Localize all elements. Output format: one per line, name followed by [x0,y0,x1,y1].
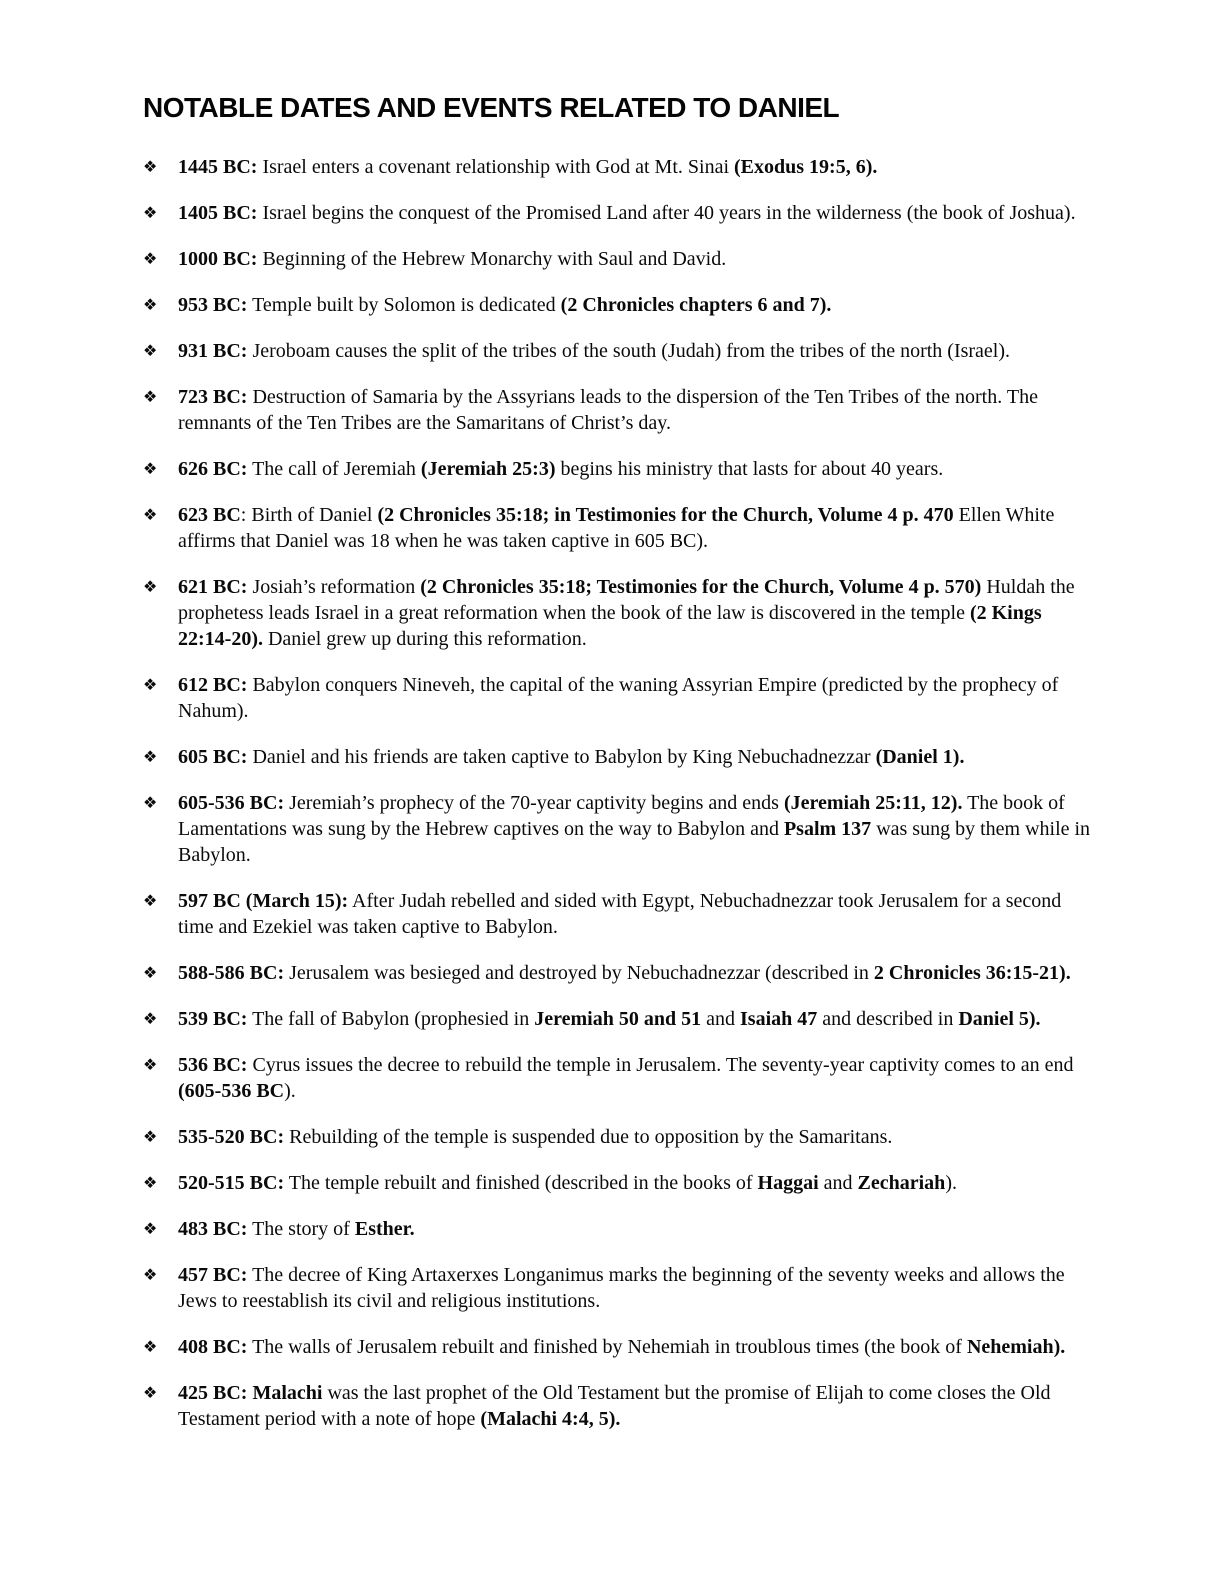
list-item [143,790,1093,868]
page-title: NOTABLE DATES AND EVENTS RELATED TO DANIEL [143,92,840,123]
diamond-bullet-icon: ❖ [143,793,158,812]
list-item [143,200,1093,226]
diamond-bullet-icon: ❖ [143,249,158,268]
list-item [143,246,1093,272]
diamond-bullet-icon: ❖ [143,963,158,982]
event-list [143,154,1093,1432]
diamond-bullet-icon: ❖ [143,459,158,478]
diamond-bullet-icon: ❖ [143,1219,158,1238]
list-item [143,456,1093,482]
list-item [143,292,1093,318]
list-item [143,1006,1093,1032]
diamond-bullet-icon: ❖ [143,157,158,176]
event-text: 1445 BC: Israel enters a covenant relationship with God at Mt. Sinai (Exodus 19:5, 6). [178,156,878,178]
diamond-bullet-icon: ❖ [143,577,158,596]
diamond-bullet-icon: ❖ [143,1337,158,1356]
diamond-bullet-icon: ❖ [143,891,158,910]
event-text: 588-586 BC: Jerusalem was besieged and destroyed by Nebuchadnezzar (described in 2 Chronicles 36:15-21). [178,962,1071,984]
event-text: 626 BC: The call of Jeremiah (Jeremiah 25:3) begins his ministry that lasts for about 40 years. [178,458,944,480]
event-text: 1000 BC: Beginning of the Hebrew Monarchy with Saul and David. [178,248,727,270]
diamond-bullet-icon: ❖ [143,295,158,314]
diamond-bullet-icon: ❖ [143,387,158,406]
list-item [143,574,1093,652]
event-text: 536 BC: Cyrus issues the decree to rebuild the temple in Jerusalem. The seventy-year captivity comes to an end (605-536 BC). [178,1054,1074,1102]
event-text: 1405 BC: Israel begins the conquest of the Promised Land after 40 years in the wilderness (the book of Joshua). [178,202,1076,224]
event-text: 931 BC: Jeroboam causes the split of the tribes of the south (Judah) from the tribes of the north (Israel). [178,340,1011,362]
diamond-bullet-icon: ❖ [143,675,158,694]
list-item [143,338,1093,364]
list-item [143,154,1093,180]
list-item [143,1216,1093,1242]
event-text: 483 BC: The story of Esther. [178,1218,415,1240]
list-item [143,1052,1093,1104]
diamond-bullet-icon: ❖ [143,203,158,222]
diamond-bullet-icon: ❖ [143,1127,158,1146]
event-text: 621 BC: Josiah’s reformation (2 Chronicles 35:18; Testimonies for the Church, Volume 4 p. 570) Huldah the prophetess leads Israel in a great reformation when the book of the law is discovered in the temple (2 Kings 22:14-20). Daniel grew up during this reformation. [178,576,1075,650]
diamond-bullet-icon: ❖ [143,1265,158,1284]
event-text: 520-515 BC: The temple rebuilt and finished (described in the books of Haggai and Zechariah). [178,1172,957,1194]
list-item [143,1380,1093,1432]
event-text: 408 BC: The walls of Jerusalem rebuilt and finished by Nehemiah in troublous times (the book of Nehemiah). [178,1336,1066,1358]
event-text: 612 BC: Babylon conquers Nineveh, the capital of the waning Assyrian Empire (predicted by the prophecy of Nahum). [178,674,1059,722]
list-item [143,1124,1093,1150]
event-text: 723 BC: Destruction of Samaria by the Assyrians leads to the dispersion of the Ten Tribes of the north. The remnants of the Ten Tribes are the Samaritans of Christ’s day. [178,386,1038,434]
diamond-bullet-icon: ❖ [143,1009,158,1028]
list-item [143,744,1093,770]
diamond-bullet-icon: ❖ [143,1173,158,1192]
list-item [143,672,1093,724]
list-item [143,1262,1093,1314]
diamond-bullet-icon: ❖ [143,1383,158,1402]
list-item [143,1334,1093,1360]
diamond-bullet-icon: ❖ [143,341,158,360]
diamond-bullet-icon: ❖ [143,1055,158,1074]
list-item [143,384,1093,436]
event-text: 535-520 BC: Rebuilding of the temple is suspended due to opposition by the Samaritans. [178,1126,893,1148]
event-text: 605-536 BC: Jeremiah’s prophecy of the 70-year captivity begins and ends (Jeremiah 25:11, 12). The book of Lamentations was sung by the Hebrew captives on the way to Babylon and Psalm 137 was sung by them while in Babylon. [178,792,1091,866]
diamond-bullet-icon: ❖ [143,505,158,524]
event-text: 953 BC: Temple built by Solomon is dedicated (2 Chronicles chapters 6 and 7). [178,294,832,316]
list-item [143,888,1093,940]
list-item [143,1170,1093,1196]
event-text: 539 BC: The fall of Babylon (prophesied in Jeremiah 50 and 51 and Isaiah 47 and described in Daniel 5). [178,1008,1041,1030]
list-item [143,960,1093,986]
diamond-bullet-icon: ❖ [143,747,158,766]
list-item [143,502,1093,554]
event-text: 605 BC: Daniel and his friends are taken captive to Babylon by King Nebuchadnezzar (Daniel 1). [178,746,965,768]
event-text: 623 BC: Birth of Daniel (2 Chronicles 35:18; in Testimonies for the Church, Volume 4 p. 470 Ellen White affirms that Daniel was 18 when he was taken captive in 605 BC). [178,504,1055,552]
event-text: 457 BC: The decree of King Artaxerxes Longanimus marks the beginning of the seventy weeks and allows the Jews to reestablish its civil and religious institutions. [178,1264,1065,1312]
event-text: 597 BC (March 15): After Judah rebelled and sided with Egypt, Nebuchadnezzar took Jerusalem for a second time and Ezekiel was taken captive to Babylon. [178,890,1062,938]
event-text: 425 BC: Malachi was the last prophet of the Old Testament but the promise of Elijah to come closes the Old Testament period with a note of hope (Malachi 4:4, 5). [178,1382,1051,1430]
